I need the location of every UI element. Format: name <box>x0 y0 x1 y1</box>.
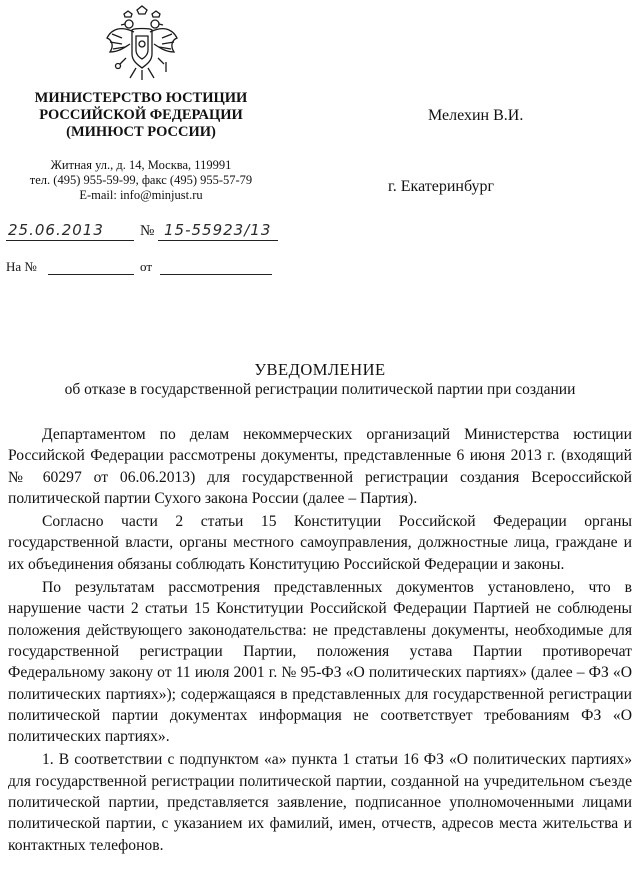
reference-from-label: от <box>140 259 153 274</box>
reference-date-underline <box>160 274 272 275</box>
document-body <box>8 424 632 856</box>
ministry-title <box>0 90 282 141</box>
address-email: E-mail: info@minjust.ru <box>79 188 203 202</box>
body-paragraph: 1. В соответствии с подпунктом «а» пункта 1 статьи 16 ФЗ «О политических партиях» для государственной регистрации политической партии, созданной на учредительном съезде политической партии, представляется заявление, подписанное уполномоченными лицами политической партии, с указанием их фамилий, имен, отчеств, адресов места жительства и контактных телефонов. <box>8 751 632 854</box>
reference-number-label: На № <box>6 259 37 274</box>
coat-of-arms-icon <box>104 4 180 84</box>
recipient-city: г. Екатеринбург <box>388 178 495 195</box>
address-street: Житная ул., д. 14, Москва, 119991 <box>50 158 232 172</box>
ministry-line-2: РОССИЙСКОЙ ФЕДЕРАЦИИ <box>39 107 243 123</box>
ministry-line-1: МИНИСТЕРСТВО ЮСТИЦИИ <box>34 90 248 106</box>
reference-from <box>140 259 152 275</box>
body-paragraph: По результатам рассмотрения представленных документов установлено, что в нарушение части 2 статьи 15 Конституции Российской Федерации Партией не соблюдены положения действующего законодательства: не представлены документы, необходимые для государственной регистрации Партии, положения устава Партии противоречат Федеральному закону от 11 июля 2001 г. № 95-ФЗ «О политических партиях» (далее – ФЗ «О политических партиях»); содержащаяся в представленных для государственной регистрации политической партии документах информация не соответствует требованиям ФЗ «О политических партиях». <box>8 579 632 746</box>
body-paragraph: Согласно части 2 статьи 15 Конституции Российской Федерации органы государственной власти, органы местного самоуправления, должностные лица, граждане и их объединения обязаны соблюдать Конституцию Российской Федерации и законы. <box>8 513 632 573</box>
outgoing-number-label: № <box>140 223 155 239</box>
reference-number-underline <box>48 274 134 275</box>
ministry-address <box>0 158 282 203</box>
ministry-line-3: (МИНЮСТ РОССИИ) <box>66 124 216 140</box>
date-underline <box>6 240 134 241</box>
document-subtitle: об отказе в государственной регистрации политической партии при создании <box>64 381 576 398</box>
outgoing-number: 15-55923/13 <box>164 221 272 239</box>
number-underline <box>158 240 278 241</box>
address-phone: тел. (495) 955-59-99, факс (495) 955-57-79 <box>29 173 253 187</box>
document-title: УВЕДОМЛЕНИЕ <box>254 360 386 379</box>
recipient-name: Мелехин В.И. <box>428 107 524 124</box>
reference-line <box>6 259 37 275</box>
outgoing-registration <box>6 218 282 244</box>
outgoing-date: 25.06.2013 <box>8 221 104 239</box>
body-paragraph: Департаментом по делам некоммерческих организаций Министерства юстиции Российской Федерации рассмотрены документы, представленные 6 июня 2013 г. (входящий № 60297 от 06.06.2013) для государственной регистрации создания Всероссийской политической партии Сухого закона России (далее – Партия). <box>8 426 632 507</box>
